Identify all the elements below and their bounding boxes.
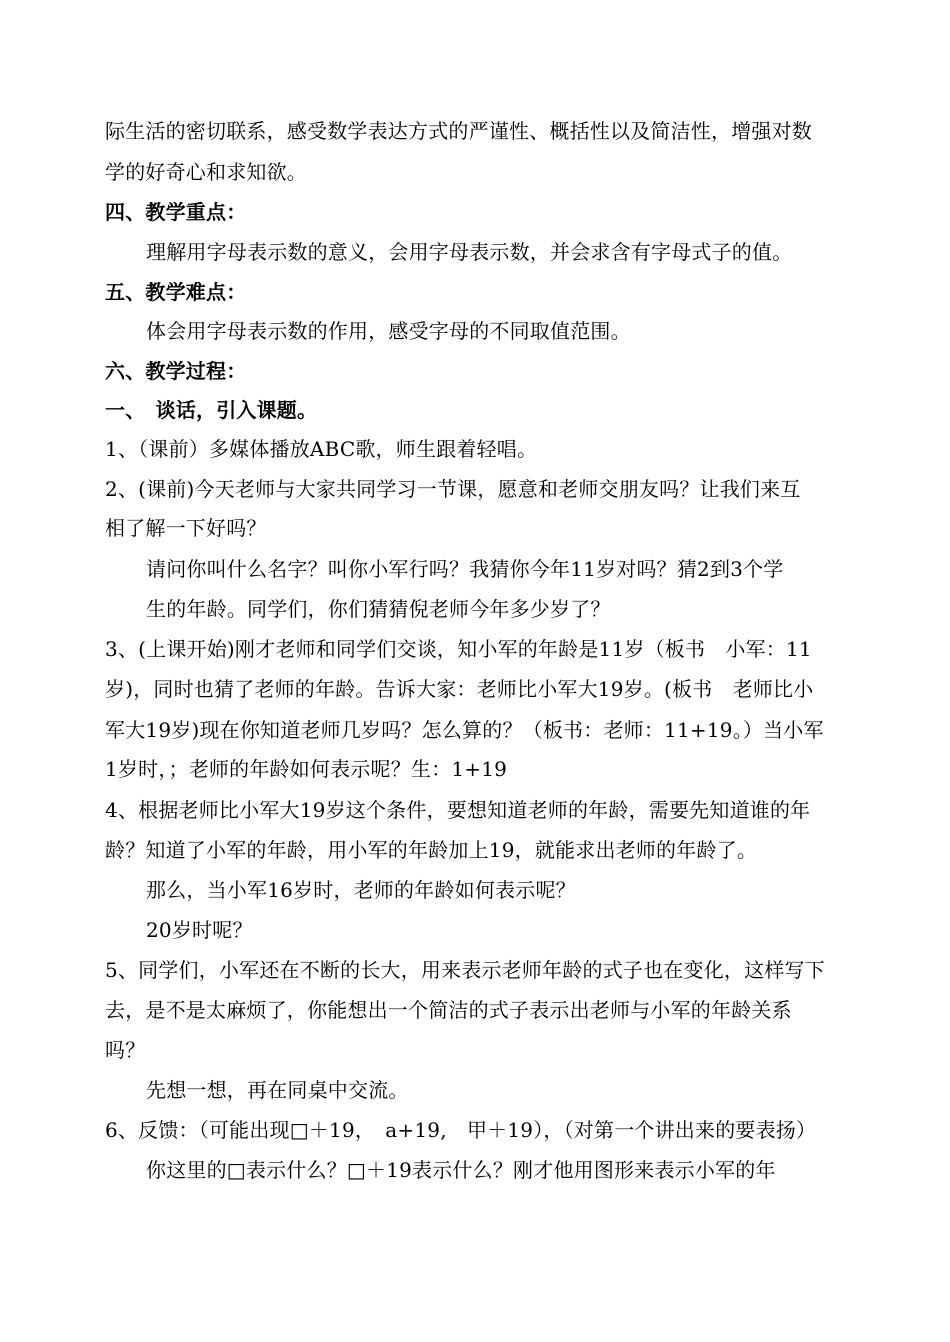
paragraph-line: 去，是不是太麻烦了，你能想出一个简洁的式子表示出老师与小军的年龄关系 xyxy=(105,998,792,1022)
paragraph-line: 吗？ xyxy=(105,1038,146,1062)
paragraph-line: 6、反馈：（可能出现□＋19， a+19, 甲＋19），（对第一个讲出来的要表扬） xyxy=(105,1118,817,1142)
paragraph-line: 理解用字母表示数的意义，会用字母表示数，并会求含有字母式子的值。 xyxy=(146,240,793,264)
paragraph-line: 3、(上课开始)刚才老师和同学们交谈，知小军的年龄是11岁（板书 小军：11 xyxy=(105,637,812,661)
paragraph-line: 1、（课前）多媒体播放ABC歌，师生跟着轻唱。 xyxy=(105,437,538,461)
paragraph-line: 2、(课前)今天老师与大家共同学习一节课，愿意和老师交朋友吗？让我们来互 xyxy=(105,477,801,501)
paragraph-line: 先想一想，再在同桌中交流。 xyxy=(146,1078,409,1102)
section-heading: 四、教学重点： xyxy=(105,200,247,224)
section-heading: 六、教学过程： xyxy=(105,359,247,383)
paragraph-line: 4、根据老师比小军大19岁这个条件，要想知道老师的年龄，需要先知道谁的年 xyxy=(105,798,811,822)
paragraph-line: 1岁时，；老师的年龄如何表示呢？生：1+19 xyxy=(105,757,508,781)
paragraph-line: 学的好奇心和求知欲。 xyxy=(105,160,307,184)
paragraph-line: 相了解一下好吗？ xyxy=(105,516,267,540)
paragraph-line: 生的年龄。同学们，你们猜猜倪老师今年多少岁了？ xyxy=(146,597,611,621)
paragraph-line: 体会用字母表示数的作用，感受字母的不同取值范围。 xyxy=(146,319,631,343)
paragraph-line: 20岁时呢？ xyxy=(146,918,253,942)
section-heading: 五、教学难点： xyxy=(105,280,247,304)
section-heading: 一、 谈话，引入课题。 xyxy=(105,398,318,422)
paragraph-line: 5、同学们，小军还在不断的长大，用来表示老师年龄的式子也在变化，这样写下 xyxy=(105,958,825,982)
paragraph-line: 请问你叫什么名字？叫你小军行吗？我猜你今年11岁对吗？猜2到3个学 xyxy=(146,557,784,581)
paragraph-line: 龄？知道了小军的年龄，用小军的年龄加上19，就能求出老师的年龄了。 xyxy=(105,838,758,862)
paragraph-line: 军大19岁)现在你知道老师几岁吗？怎么算的？（板书：老师：11+19。）当小军 xyxy=(105,718,824,742)
paragraph-line: 你这里的□表示什么？□＋19表示什么？刚才他用图形来表示小军的年 xyxy=(146,1158,776,1182)
paragraph-line: 际生活的密切联系，感受数学表达方式的严谨性、概括性以及简洁性，增强对数 xyxy=(105,119,812,143)
paragraph-line: 那么，当小军16岁时，老师的年龄如何表示呢？ xyxy=(146,878,576,902)
paragraph-line: 岁)，同时也猜了老师的年龄。告诉大家：老师比小军大19岁。(板书 老师比小 xyxy=(105,677,814,701)
